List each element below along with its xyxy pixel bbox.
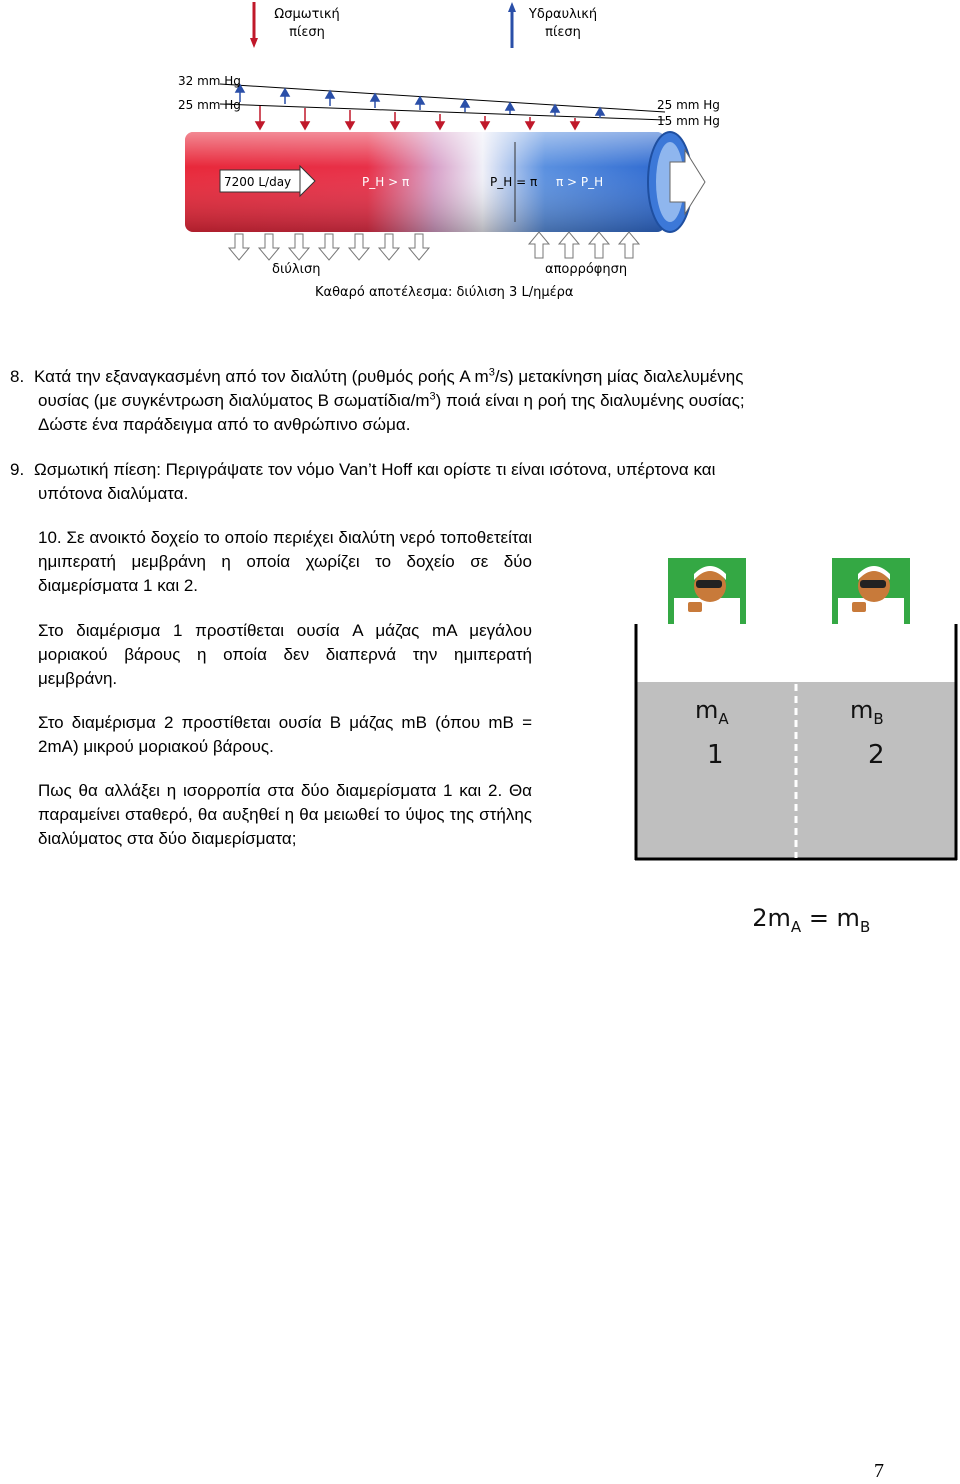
question-8-line-1: 8. Κατά την εξαναγκασμένη από τον διαλύτη (ρυθμός ροής A $m^3/s$) μετακίνηση μίας διαλελυμένης xyxy=(10,365,910,389)
filtration-label: διύλιση xyxy=(272,262,321,277)
question-9-line-2: υπότονα διαλύματα. xyxy=(38,484,189,503)
label-mass-a: $m_A$ xyxy=(695,696,729,728)
question-9 xyxy=(10,458,910,506)
osmotic-pressure-arrow-icon xyxy=(250,2,258,48)
hydraulic-pressure-arrow-icon xyxy=(508,2,516,48)
pressure-left-top-label: 32 mm Hg xyxy=(178,74,241,88)
question-10-paragraph-3: Πως θα αλλάξει η ισορροπία στα δύο διαμερίσματα 1 και 2. Θα παραμείνει σταθερό, θα αυξηθεί η θα μειωθεί το ύψος της στήλης διαλύματος στα δύο διαμερίσματα; xyxy=(38,781,532,848)
question-10-paragraph-2: Στο διαμέρισμα 2 προστίθεται ουσία B μάζας mB (όπου mB = 2mA) μικρού μοριακού βάρους. xyxy=(38,713,532,756)
label-mass-b: $m_B$ xyxy=(850,696,884,728)
question-8 xyxy=(10,365,910,437)
relation-ph-equal-label: P_H = π xyxy=(490,175,538,189)
question-10-intro: 10. Σε ανοικτό δοχείο το οποίο περιέχει διαλύτη νερό τοποθετείται ημιπερατή μεμβράνη η οποία χωρίζει το δοχείο σε δύο διαμερίσματα 1 και 2. xyxy=(38,528,532,595)
pressure-right-bottom-label: 15 mm Hg xyxy=(657,114,720,128)
osmotic-pressure-label: Ωσμωτική πίεση xyxy=(274,7,340,40)
question-10-paragraph-1: Στο διαμέρισμα 1 προστίθεται ουσία A μάζας mA μεγάλου μοριακού βάρους η οποία δεν διαπερνά την ημιπερατή μεμβράνη. xyxy=(38,621,532,688)
compartment-1-label: 1 xyxy=(707,740,724,770)
flow-rate-label: 7200 L/day xyxy=(224,175,292,189)
scientist-2-illustration xyxy=(832,558,910,624)
hydraulic-pressure-label: Υδραυλική πίεση xyxy=(528,7,598,40)
relation-ph-greater-label: P_H > π xyxy=(362,175,410,189)
relation-pi-greater-label: π > P_H xyxy=(556,175,604,189)
page-number: 7 xyxy=(874,1460,884,1482)
question-9-number: 9. xyxy=(10,460,25,479)
container xyxy=(633,624,960,862)
scientist-1-illustration xyxy=(668,558,746,624)
mass-equation: $2m_A = m_B$ xyxy=(752,904,871,936)
question-8-number: 8. xyxy=(10,367,25,386)
pressure-right-top-label: 25 mm Hg xyxy=(657,98,720,112)
question-8-line-2: ουσίας (με συγκέντρωση διαλύματος B σωματίδια/$m^3$) ποιά είναι η ροή της διαλυμένης ουσίας; xyxy=(38,390,745,410)
question-8-line-3: Δώστε ένα παράδειγμα από το ανθρώπινο σώμα. xyxy=(38,415,411,434)
compartment-2-label: 2 xyxy=(868,740,885,770)
question-9-line-1: 9. Ωσμωτική πίεση: Περιγράψατε τον νόμο Van’t Hoff και ορίστε τι είναι ισότονα, υπέρτονα και xyxy=(10,458,910,482)
pressure-left-bottom-label: 25 mm Hg xyxy=(178,98,241,112)
net-result-label: Καθαρό αποτέλεσμα: διύλιση 3 L/ημέρα xyxy=(315,285,574,300)
absorption-label: απορρόφηση xyxy=(545,262,628,277)
